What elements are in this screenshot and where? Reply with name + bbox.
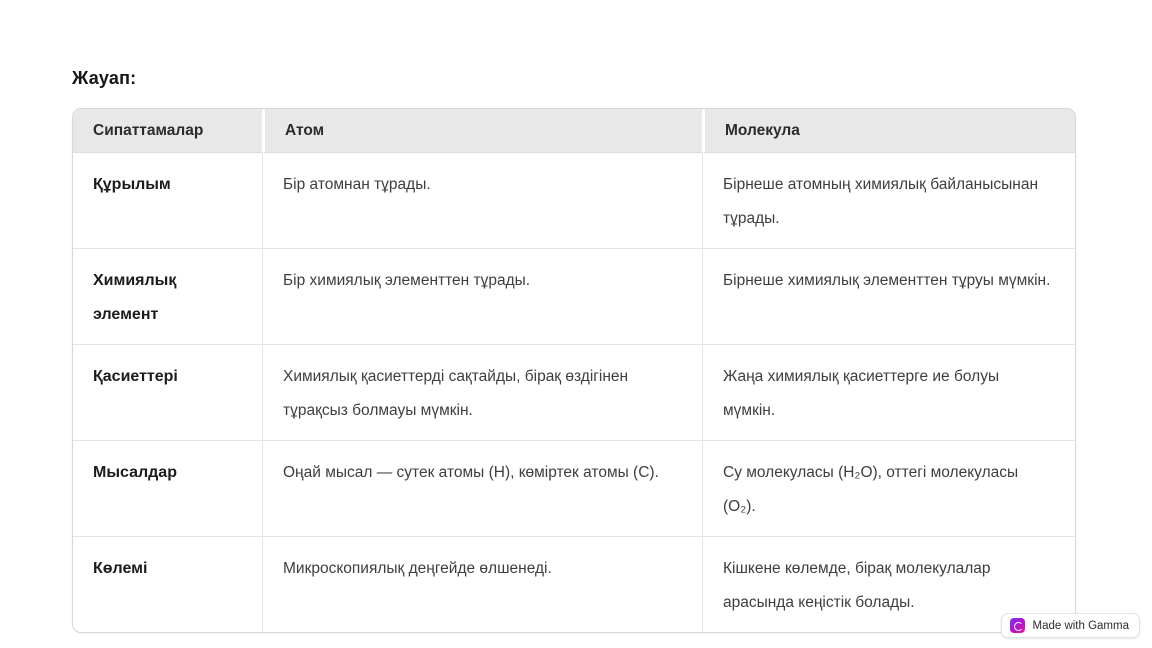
table-row (73, 344, 1075, 440)
row-label-chemical-element: Химиялық элемент (73, 248, 262, 344)
table-row (73, 440, 1075, 536)
cell-molecule-chemical-element: Бірнеше химиялық элементтен тұруы мүмкін. (702, 248, 1075, 344)
column-header-molecule: Молекула (702, 109, 1075, 153)
cell-atom-examples: Оңай мысал — сутек атомы (H), көміртек атомы (C). (262, 440, 702, 536)
row-label-structure: Құрылым (93, 176, 171, 193)
gamma-badge-label: Made with Gamma (1032, 619, 1129, 632)
table-row (73, 536, 1075, 632)
column-header-atom: Атом (262, 109, 702, 153)
row-label-volume: Көлемі (73, 536, 262, 632)
cell-atom-volume: Микроскопиялық деңгейде өлшенеді. (262, 536, 702, 632)
made-with-gamma-badge[interactable] (1001, 613, 1140, 638)
gamma-logo-icon (1010, 618, 1025, 633)
cell-molecule-structure: Бірнеше атомның химиялық байланысынан тұрады. (702, 153, 1075, 248)
cell-atom-structure: Бір атомнан тұрады. (262, 153, 702, 248)
table-row (73, 248, 1075, 344)
table-header-row (73, 109, 1075, 153)
cell-atom-properties: Химиялық қасиеттерді сақтайды, бірақ өздігінен тұрақсыз болмауы мүмкін. (262, 344, 702, 440)
row-label-properties: Қасиеттері (73, 344, 262, 440)
comparison-table (72, 108, 1076, 633)
column-header-characteristics: Сипаттамалар (73, 109, 262, 153)
cell-atom-chemical-element: Бір химиялық элементтен тұрады. (262, 248, 702, 344)
cell-molecule-properties: Жаңа химиялық қасиеттерге ие болуы мүмкін. (702, 344, 1075, 440)
table-row (73, 153, 1075, 248)
cell-molecule-examples: Су молекуласы (H₂O), оттегі молекуласы (O₂). (702, 440, 1075, 536)
row-label-examples: Мысалдар (73, 440, 262, 536)
page-title: Жауап: (72, 68, 137, 88)
cell-molecule-volume: Кішкене көлемде, бірақ молекулалар арасында кеңістік болады. (702, 536, 1075, 632)
